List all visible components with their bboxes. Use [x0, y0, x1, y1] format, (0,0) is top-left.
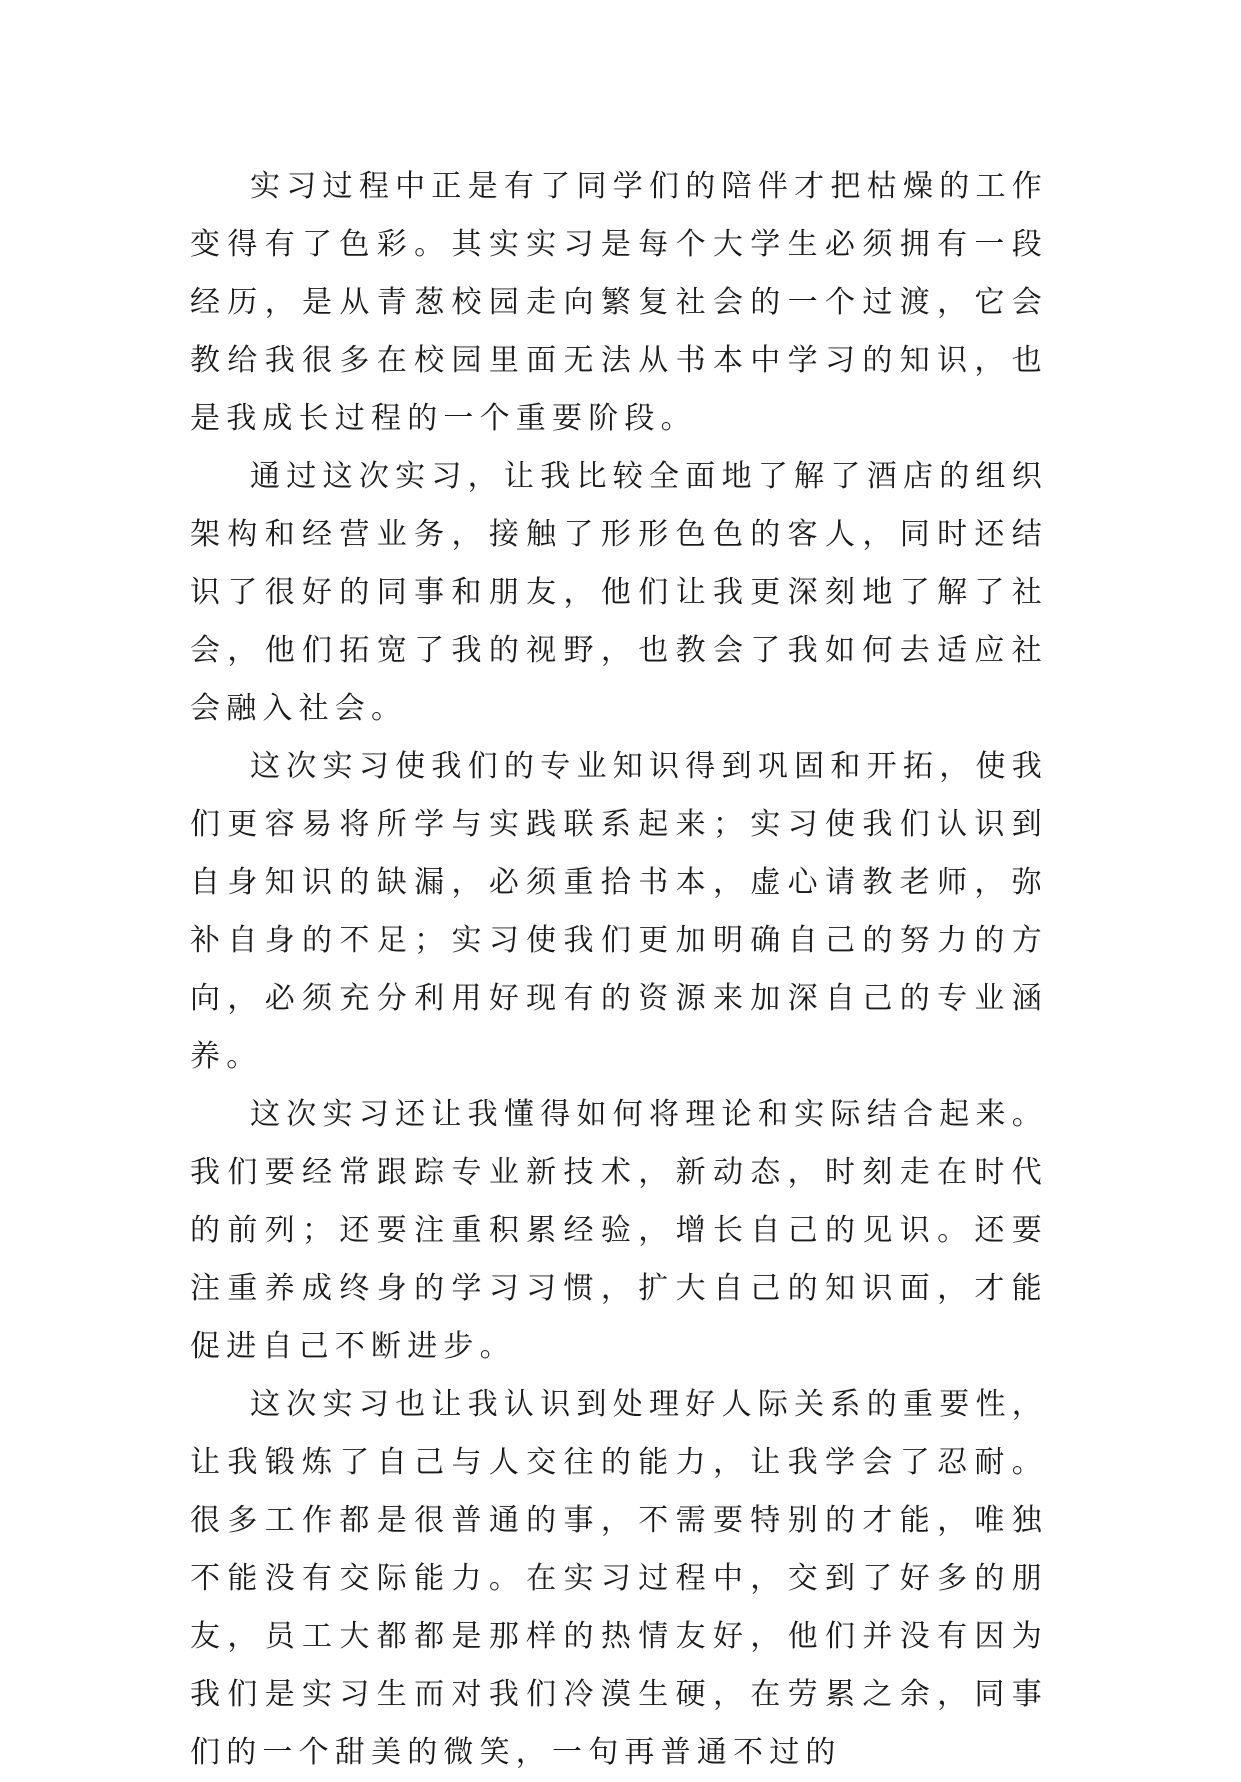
- paragraph-3: 这次实习使我们的专业知识得到巩固和开拓，使我们更容易将所学与实践联系起来；实习使我们认识到自身知识的缺漏，必须重拾书本，虚心请教老师，弥补自身的不足；实习使我们更加明确自己的努力的方向，必须充分利用好现有的资源来加深自己的专业涵养。: [190, 749, 1048, 1074]
- paragraph-5: 这次实习也让我认识到处理好人际关系的重要性，让我锻炼了自己与人交往的能力，让我学会了忍耐。很多工作都是很普通的事，不需要特别的才能，唯独不能没有交际能力。在实习过程中，交到了好多的朋友，员工大都都是那样的热情友好，他们并没有因为我们是实习生而对我们冷漠生硬，在劳累之余，同事们的一个甜美的微笑，一句再普通不过的: [190, 1387, 1048, 1770]
- document-body: [190, 158, 1048, 1782]
- paragraph-2: 通过这次实习，让我比较全面地了解了酒店的组织架构和经营业务，接触了形形色色的客人，同时还结识了很好的同事和朋友，他们让我更深刻地了解了社会，他们拓宽了我的视野，也教会了我如何去适应社会融入社会。: [190, 459, 1048, 726]
- paragraph-1: 实习过程中正是有了同学们的陪伴才把枯燥的工作变得有了色彩。其实实习是每个大学生必须拥有一段经历，是从青葱校园走向繁复社会的一个过渡，它会教给我很多在校园里面无法从书本中学习的知识，也是我成长过程的一个重要阶段。: [190, 169, 1048, 436]
- paragraph-4: 这次实习还让我懂得如何将理论和实际结合起来。我们要经常跟踪专业新技术，新动态，时刻走在时代的前列；还要注重积累经验，增长自己的见识。还要注重养成终身的学习习惯，扩大自己的知识面，才能促进自己不断进步。: [190, 1097, 1048, 1364]
